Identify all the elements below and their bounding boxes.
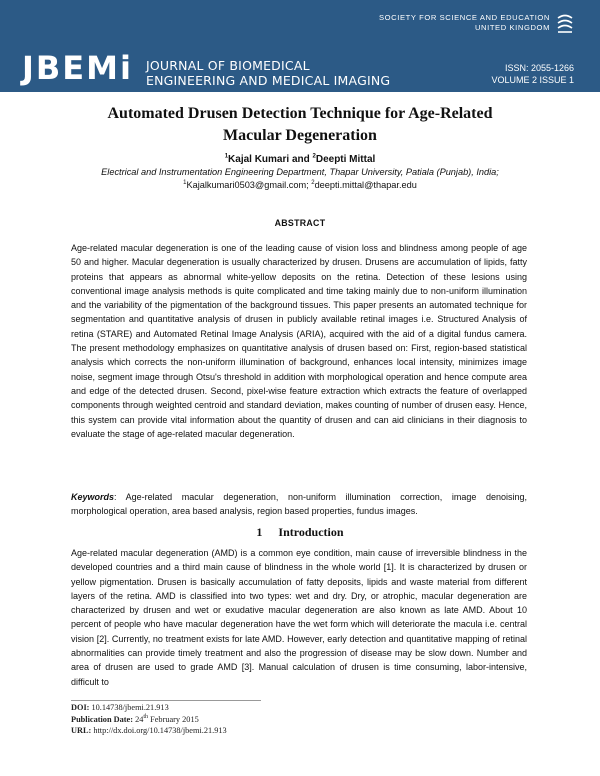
email2-link[interactable]: deepti.mittal@thapar.edu [314,180,417,190]
introduction-heading [40,525,560,540]
footer-info [71,702,227,737]
author2: Deepti Mittal [315,154,376,165]
author-emails [40,179,560,192]
pubdate-day: 24 [133,714,144,724]
paper-title [40,103,560,147]
society-name [379,13,550,33]
journal-logo: JBEMi [22,49,133,87]
issn: ISSN: 2055-1266 [504,63,574,73]
society-line2: UNITED KINGDOM [474,23,550,32]
footer-divider [71,700,261,701]
abstract-text: Age-related macular degeneration is one of the leading cause of vision loss and blindness among people of age 50 and higher. Macular degeneration is usually characterized by drusen. Drusens are accumulation of lipids, fatty proteins that appears as abnormal white-yellow deposits on the retina. Detection of these lesions using conventional image analysis methods is quite complicated and time taking mainly due to non-uniform illumination and the variability of the pigmentation of the background tissues. This paper presents an automated technique for segmentation and quantitative analysis of drusen in publicly available retinal images i.e. Structured Analysis of retina (STARE) and Automated Retinal Image Analysis (ARIA), acquired with the aid of a digital fundus camera. The present methodology emphasizes on quantitative analysis of drusen based on: First, region-based statistical analysis which corrects the non-uniform illumination of background, enhances local intensity, minimizes image noise, segment image through Otsu's threshold in addition with morphological operation and hence compute area and edge of the detected drusen. Second, pixel-wise feature extraction which extracts the feature of overlapped components through weighted centroid and standard deviation, makes counting of number of drusen easy. Hence, this system can provide vital information about the quantity of drusen and can aid clinicians in their diagnosis to evaluate the stage of age-related macular degeneration. [71,243,527,439]
pubdate-rest: February 2015 [148,714,199,724]
issn-block [491,62,574,86]
section-title: Introduction [278,525,344,539]
journal-banner [0,0,600,92]
keywords-text: : Age-related macular degeneration, non-uniform illumination correction, image denoising, morphological operation, area based analysis, region based properties, fundus images. [71,492,527,517]
title-line1: Automated Drusen Detection Technique for Age-Related [107,105,493,122]
url-line [71,725,227,737]
pubdate-sup: th [143,713,149,720]
email1-sup: 1 [183,179,187,186]
author2-sup: 2 [312,153,316,160]
pubdate-line [71,714,227,726]
affiliation: Electrical and Instrumentation Engineering Department, Thapar University, Patiala (Punjab), India; [101,167,499,177]
introduction-text: Age-related macular degeneration (AMD) is a common eye condition, main cause of irreversible blindness in the developed countries and a third main cause of blindness in the whole world [1]. It is characterized by drusen or yellow pigmentation. Drusen is basically accumulation of fatty deposits, lipids and waste material from different layers of the retina. AMD is classified into two types: wet and dry. Dry, or atrophic, macular degeneration are characterized by drusen and wet or exudative macular degeneration are also known as late AMD. About 10 percent of people who have macular degeneration have the wet form which will deteriorate the macula i.e. central vision [2]. Currently, no treatment exists for late AMD. However, early detection and quantitative mapping of retinal abnormalities can provide timely treatment and also the progression of disease may be slow down. Number and area of drusen are used to grade AMD [3]. Manual calculation of drusen is time consuming, labor-intensive, difficult to [71,548,527,687]
journal-name [146,58,390,88]
keywords-label: Keywords [71,492,115,502]
society-line1: SOCIETY FOR SCIENCE AND EDUCATION [379,13,550,22]
title-line2: Macular Degeneration [223,127,377,144]
authors [40,153,560,166]
pubdate-label: Publication Date: [71,714,133,724]
abstract-heading: ABSTRACT [274,218,326,228]
url-label: URL: [71,726,92,735]
author1: Kajal Kumari and [228,154,313,165]
section-number: 1 [256,525,263,539]
doi-value: 10.14738/jbemi.21.913 [89,703,169,712]
journal-name-line1: JOURNAL OF BIOMEDICAL [146,58,310,73]
url-link[interactable]: http://dx.doi.org/10.14738/jbemi.21.913 [91,726,227,735]
doi-label: DOI: [71,703,90,712]
society-logo-icon [555,12,575,34]
doi-line [71,702,227,714]
volume-issue: VOLUME 2 ISSUE 1 [491,75,574,85]
author1-sup: 1 [224,153,229,160]
journal-name-line2: ENGINEERING AND MEDICAL IMAGING [146,73,391,88]
email1-link[interactable]: Kajalkumari0503@gmail.com; [186,180,312,190]
keywords [71,490,527,519]
email2-sup: 2 [311,179,315,186]
